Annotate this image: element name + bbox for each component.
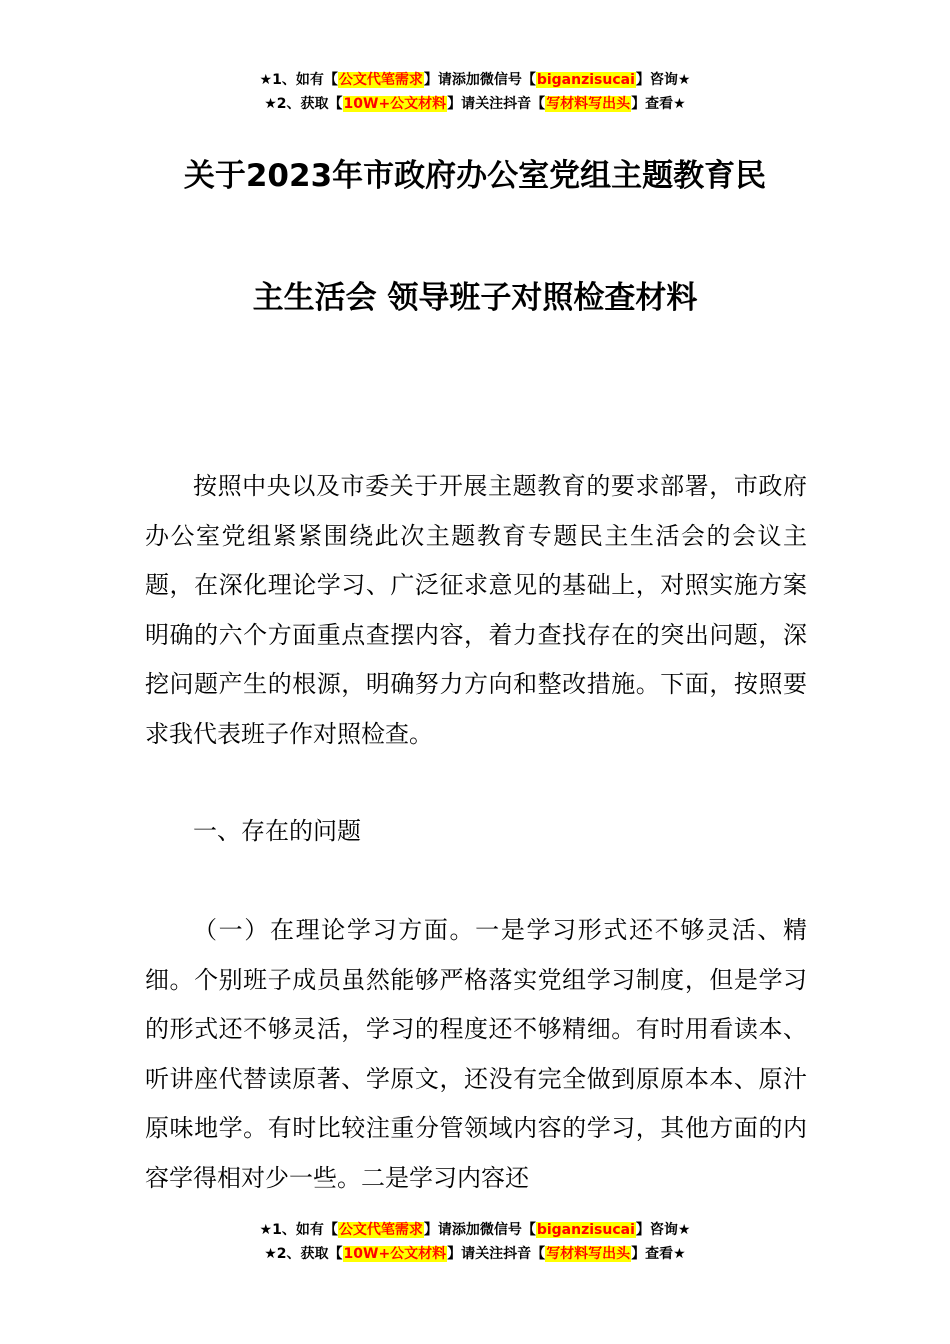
banner-highlight: 10W+公文材料 [343,96,447,112]
banner-highlight: biganzisucai [536,1222,635,1238]
banner-text: 】咨询★ [635,72,691,88]
banner-text: 添加 [451,72,480,88]
document-title-line-2: 主生活会 领导班子对照检查材料 [252,280,698,316]
document-title-line-1: 关于2023年市政府办公室党组主题教育民 [183,158,767,194]
banner-text: 】请 [423,1222,452,1238]
body-section-theory [145,906,807,1206]
banner-text: 】请 [447,96,476,112]
banner-text: ★2、获取【 [264,1246,343,1262]
banner-text: 关注 [475,1246,504,1262]
banner-text: 】咨询★ [635,1222,691,1238]
banner-highlight: biganzisucai [536,72,635,88]
body-section-heading [145,807,807,857]
banner-text: 添加 [451,1222,480,1238]
body-section-intro [145,462,807,759]
banner-text: ★1、如有【 [259,1222,338,1238]
banner-text: 抖音【 [503,96,546,112]
banner-highlight: 10W+公文材料 [343,1246,447,1262]
paragraph-theory-study: （一）在理论学习方面。一是学习形式还不够灵活、精细。个别班子成员虽然能够严格落实党组学习制度，但是学习的形式还不够灵活，学习的程度还不够精细。有时用看读本、听讲座代替读原著、学原文，还没有完全做到原原本本、原汁原味地学。有时比较注重分管领域内容的学习，其他方面的内容学得相对少一些。二是学习内容还 [145,916,807,1192]
banner-line-1 [0,1218,950,1242]
footer-banner [0,1218,950,1266]
banner-line-2 [0,92,950,116]
banner-text: 关注 [475,96,504,112]
banner-text: 微信号【 [479,1222,536,1238]
banner-highlight: 公文代笔需求 [338,1222,423,1238]
banner-highlight: 公文代笔需求 [338,72,423,88]
banner-line-2 [0,1242,950,1266]
banner-highlight: 写材料写出头 [546,96,631,112]
banner-text: ★2、获取【 [264,96,343,112]
banner-text: ★1、如有【 [259,72,338,88]
banner-highlight: 写材料写出头 [546,1246,631,1262]
banner-text: 】查看★ [631,1246,686,1262]
banner-text: 】请 [447,1246,476,1262]
banner-text: 】查看★ [631,96,686,112]
paragraph-intro: 按照中央以及市委关于开展主题教育的要求部署，市政府办公室党组紧紧围绕此次主题教育专题民主生活会的会议主题，在深化理论学习、广泛征求意见的基础上，对照实施方案明确的六个方面重点查摆内容，着力查找存在的突出问题，深挖问题产生的根源，明确努力方向和整改措施。下面，按照要求我代表班子作对照检查。 [145,472,807,748]
banner-text: 微信号【 [479,72,536,88]
header-banner [0,68,950,116]
banner-line-1 [0,68,950,92]
banner-text: 】请 [423,72,452,88]
banner-text: 抖音【 [503,1246,546,1262]
section-heading: 一、存在的问题 [193,817,361,845]
